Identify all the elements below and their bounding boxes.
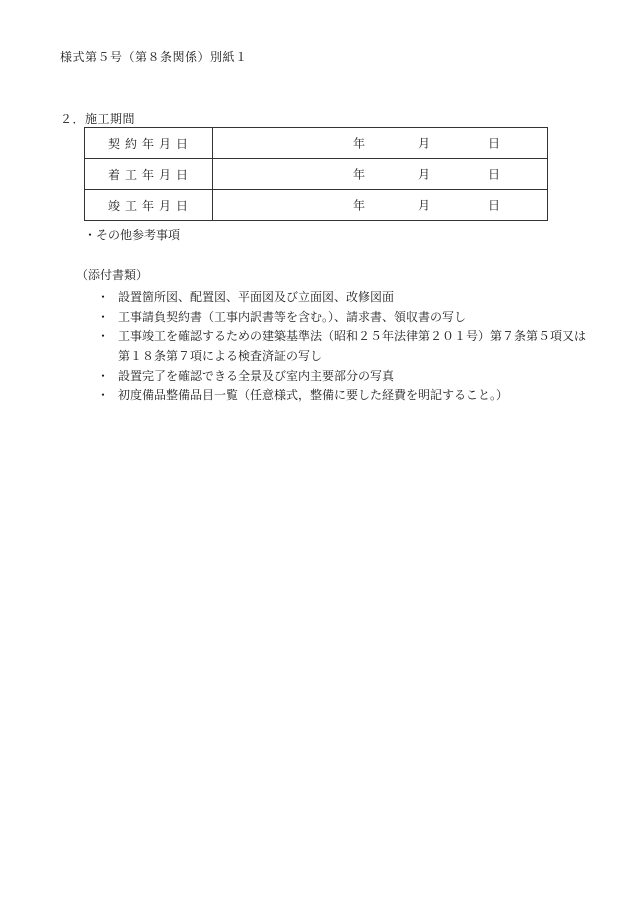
year-unit: 年 bbox=[353, 167, 366, 182]
day-unit: 日 bbox=[488, 198, 501, 213]
bullet-icon: ・ bbox=[97, 290, 110, 304]
day-unit: 日 bbox=[488, 167, 501, 182]
table-row bbox=[85, 159, 548, 190]
construction-period-table bbox=[84, 127, 548, 221]
contract-date-label: 契約年月日 bbox=[85, 128, 213, 159]
section-title: ２．施工期間 bbox=[60, 112, 136, 126]
day-unit: 日 bbox=[488, 136, 501, 151]
start-date-label: 着工年月日 bbox=[85, 159, 213, 190]
attachment-item-continuation: 第１８条第７項による検査済証の写し bbox=[118, 349, 323, 363]
bullet-icon: ・ bbox=[97, 369, 110, 383]
attachment-item: 設置箇所図、配置図、平面図及び立面図、改修図面 bbox=[118, 290, 395, 304]
bullet-icon: ・ bbox=[97, 310, 110, 324]
table-row bbox=[85, 190, 548, 221]
completion-date-label: 竣工年月日 bbox=[85, 190, 213, 221]
attachments-header: （添付書類） bbox=[76, 268, 149, 282]
attachment-item: 工事竣工を確認するための建築基準法（昭和２５年法律第２０１号）第７条第５項又は bbox=[118, 329, 587, 343]
table-row bbox=[85, 128, 548, 159]
form-header: 様式第５号（第８条関係）別紙１ bbox=[60, 50, 248, 64]
completion-date-field[interactable] bbox=[213, 190, 548, 221]
month-unit: 月 bbox=[418, 167, 431, 182]
attachment-item: 工事請負契約書（工事内訳書等を含む。）、請求書、領収書の写し bbox=[118, 310, 467, 324]
start-date-field[interactable] bbox=[213, 159, 548, 190]
attachment-item: 設置完了を確認できる全景及び室内主要部分の写真 bbox=[118, 369, 395, 383]
year-unit: 年 bbox=[353, 136, 366, 151]
month-unit: 月 bbox=[418, 136, 431, 151]
bullet-icon: ・ bbox=[97, 329, 110, 343]
attachment-item: 初度備品整備品目一覧（任意様式，整備に要した経費を明記すること。） bbox=[118, 388, 509, 402]
month-unit: 月 bbox=[418, 198, 431, 213]
year-unit: 年 bbox=[353, 198, 366, 213]
contract-date-field[interactable] bbox=[213, 128, 548, 159]
other-notes-label: ・その他参考事項 bbox=[84, 228, 181, 242]
bullet-icon: ・ bbox=[97, 388, 110, 402]
